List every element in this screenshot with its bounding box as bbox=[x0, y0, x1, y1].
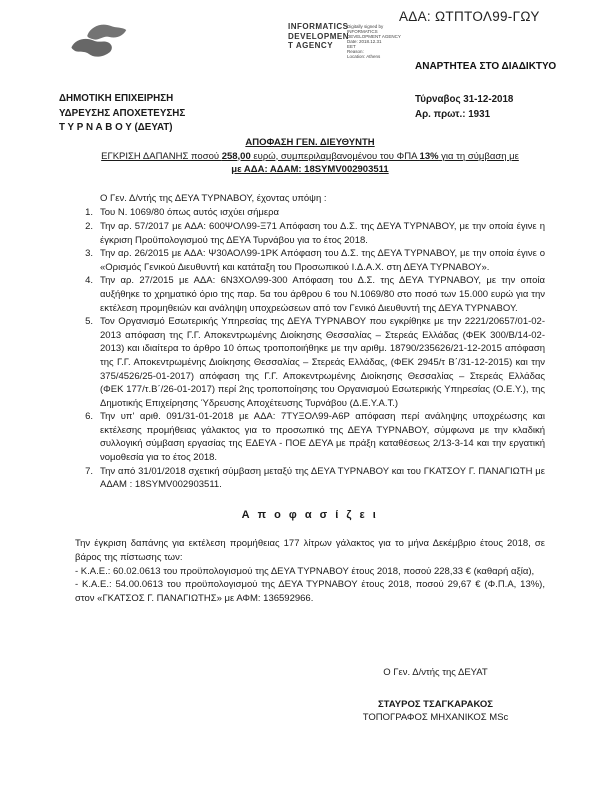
decision-budget-line: - Κ.Α.Ε.: 60.02.0613 του προϋπολογισμού της ΔΕΥΑ ΤΥΡΝΑΒΟΥ έτους 2018, ποσού 228,33 € (καθαρή αξία), bbox=[75, 565, 535, 577]
item-text: Την αρ. 57/2017 με ΑΔΑ: 600ΨΟΛ99-Ξ71 Απόφαση του Δ.Σ. της ΔΕΥΑ ΤΥΡΝΑΒΟΥ, με την οποία έγινε η έγκριση Προϋπολογισμού της ΔΕΥΑ Τυρνάβου για το έτος 2018. bbox=[100, 220, 545, 246]
item-number: 6. bbox=[85, 411, 93, 423]
stamp-line: Reason: bbox=[347, 49, 364, 54]
item-number: 2. bbox=[85, 220, 93, 232]
digital-signature-stamp bbox=[347, 24, 425, 59]
consideration-item bbox=[75, 274, 545, 315]
signatory-title: ΤΟΠΟΓΡΑΦΟΣ ΜΗΧΑΝΙΚΟΣ MSc bbox=[362, 712, 509, 723]
protocol-number: Αρ. πρωτ.: 1931 bbox=[415, 109, 491, 120]
signatory-name: ΣΤΑΥΡΟΣ ΤΣΑΓΚΑΡΑΚΟΣ bbox=[377, 699, 493, 710]
subtitle-text: ευρώ, συμπεριλαμβανομένου του ΦΠΑ bbox=[250, 150, 420, 162]
decision-heading: Α π ο φ α σ ί ζ ε ι bbox=[241, 508, 379, 521]
stamp-line: DEVELOPMENT AGENCY bbox=[347, 34, 401, 39]
consideration-item bbox=[75, 410, 545, 464]
subtitle-text: ΕΓΚΡΙΣΗ ΔΑΠΑΝΗΣ ποσού bbox=[101, 150, 222, 162]
agency-line: T AGENCY bbox=[288, 41, 334, 50]
item-text: Του Ν. 1069/80 όπως αυτός ισχύει σήμερα bbox=[100, 207, 280, 219]
place-date: Τύρναβος 31-12-2018 bbox=[415, 94, 514, 105]
publish-notice: ΑΝΑΡΤΗΤΕΑ ΣΤΟ ΔΙΑΔΙΚΤΥΟ bbox=[415, 61, 557, 72]
document-body bbox=[75, 136, 545, 605]
agency-line: DEVELOPMEN bbox=[288, 31, 350, 41]
stamp-line: Digitally signed by bbox=[347, 24, 384, 29]
vat-value: 13% bbox=[419, 150, 439, 162]
amount-value: 258,00 bbox=[221, 150, 251, 162]
consideration-item bbox=[75, 465, 545, 492]
consideration-item bbox=[75, 206, 545, 220]
item-text: Τον Οργανισμό Εσωτερικής Υπηρεσίας της ΔΕΥΑ ΤΥΡΝΑΒΟΥ που εγκρίθηκε με την 2221/20657/01-02-2013 απόφαση της Γ.Γ. Αποκεντρωμένης Διοίκησης Θεσσαλίας – Στερεάς Ελλάδας (ΦΕΚ 300/Β/14-02-2013) και ιδιαίτερα το άρθρο 10 όπως τροποποιήθηκε με την αριθμ. 18790/235626/21-12-2015 απόφαση της Γ.Γ. Αποκεντρωμένης Διοίκησης Θεσσαλίας – Στερεάς Ελλάδας, (ΦΕΚ 2945/τ Β΄/31-12-2015) και την 375/4526/25-01-2017) απόφαση της Γ.Γ. Αποκεντρωμένης Διοίκησης Θεσσαλίας – Στερεάς Ελλάδας (ΦΕΚ 177/τ.Β΄/26-01-2017) περί 2ης τροποποίησης του Οργανισμού Εσωτερικής Υπηρεσίας (Ο.Ε.Υ.), της Δημοτικής Επιχείρησης Ύδρευσης Αποχέτευσης Τυρνάβου (Δ.Ε.Υ.Α.Τ.) bbox=[100, 316, 545, 409]
stamp-line: INFORMATICS bbox=[347, 29, 378, 34]
item-text: Την αρ. 26/2015 με ΑΔΑ: Ψ30ΑΟΛ99-1ΡΚ Απόφαση του Δ.Σ. της ΔΕΥΑ ΤΥΡΝΑΒΟΥ, με την οποία έγινε ο «Ορισμός Γενικού Διευθυντή και κατάταξη του Προσωπικού Ι.Δ.Α.Χ. στη ΔΕΥΑ ΤΥΡΝΑΒΟΥ». bbox=[100, 248, 545, 273]
considerations-list bbox=[75, 206, 545, 491]
signature-block bbox=[318, 666, 553, 724]
consideration-item bbox=[75, 220, 545, 247]
organization-name bbox=[59, 92, 185, 136]
decision-intro: Την έγκριση δαπάνης για εκτέλεση προμήθειας 177 λίτρων γάλακτος για το μήνα Δεκέμβριο έτους 2018, σε βάρος της πίστωσης των: bbox=[75, 538, 545, 564]
decision-title-block bbox=[75, 136, 545, 177]
ada-code: ΑΔΑ: ΩΤΠΤΟΛ99-ΓΩΥ bbox=[399, 9, 540, 24]
agency-line: INFORMATICS bbox=[288, 22, 349, 31]
item-number: 4. bbox=[85, 275, 93, 287]
organization-line: ΔΗΜΟΤΙΚΗ ΕΠΙΧΕΙΡΗΣΗ bbox=[59, 93, 174, 104]
consideration-item bbox=[75, 315, 545, 410]
consideration-item bbox=[75, 247, 545, 274]
decision-text bbox=[75, 537, 545, 605]
decision-subtitle bbox=[75, 150, 545, 164]
informatics-agency-label bbox=[288, 22, 349, 51]
decision-reference: με ΑΔΑ: ΑΔΑΜ: 18SYMV002903511 bbox=[231, 164, 389, 176]
signatory-role: Ο Γεν. Δ/ντής της ΔΕΥΑΤ bbox=[383, 667, 488, 678]
item-number: 5. bbox=[85, 316, 93, 328]
item-text: Την υπ' αριθ. 091/31-01-2018 με ΑΔΑ: 7ΤΥΞΟΛ99-Α6Ρ απόφαση περί ανάληψης υποχρέωσης και εκτέλεσης προμήθειας γάλακτος για το προσωπικό της ΔΕΥΑ ΤΥΡΝΑΒΟΥ, σύμφωνα με την κλαδική συλλογική σύμβαση εργασίας της ΕΔΕΥΑ - ΠΟΕ ΔΕΥΑ με πράξη καταθέσεως 2/13-3-14 και την εργατική νομοθεσία για το έτος 2018. bbox=[100, 411, 545, 464]
deyat-logo-icon bbox=[70, 20, 128, 62]
decision-budget-line: - Κ.Α.Ε.: 54.00.0613 του προϋπολογισμού της ΔΕΥΑ ΤΥΡΝΑΒΟΥ έτους 2018, ποσού 29,67 € (Φ.Π.Α, 13%), στον «ΓΚΑΤΣΟΣ Γ. ΠΑΝΑΓΙΩΤΗΣ» με ΑΦΜ: 136592966. bbox=[75, 579, 545, 604]
item-number: 7. bbox=[85, 465, 93, 477]
stamp-line: EET bbox=[347, 44, 356, 49]
subtitle-text: για τη σύμβαση με bbox=[438, 150, 519, 162]
item-number: 3. bbox=[85, 248, 93, 260]
stamp-line: Date: 2018.12.31 bbox=[347, 39, 382, 44]
item-number: 1. bbox=[85, 207, 93, 219]
organization-line: ΥΔΡΕΥΣΗΣ ΑΠΟΧΕΤΕΥΣΗΣ bbox=[59, 107, 186, 119]
preamble: Ο Γεν. Δ/ντής της ΔΕΥΑ ΤΥΡΝΑΒΟΥ, έχοντας υπόψη : bbox=[100, 192, 327, 204]
item-text: Την αρ. 27/2015 με ΑΔΑ: 6Ν3ΧΟΛ99-300 Απόφαση του Δ.Σ. της ΔΕΥΑ ΤΥΡΝΑΒΟΥ, με την οποία αυξήθηκε το χρηματικό όριο της παρ. 5α του άρθρου 6 του Ν.1069/80 στο ποσό των 15.000 ευρώ για την εκτέλεση προμηθειών και ανάληψη υποχρεώσεων από τον Γενικό Διευθυντή της ΔΕΥΑ ΤΥΡΝΑΒΟΥ. bbox=[100, 275, 545, 314]
item-text: Την από 31/01/2018 σχετική σύμβαση μεταξύ της ΔΕΥΑ ΤΥΡΝΑΒΟΥ και του ΓΚΑΤΣΟΥ Γ. ΠΑΝΑΓΙΩΤΗ με ΑΔΑΜ : 18SYMV002903511. bbox=[100, 465, 545, 491]
decision-title: ΑΠΟΦΑΣΗ ΓΕΝ. ΔΙΕΥΘΥΝΤΗ bbox=[245, 137, 375, 148]
stamp-line: Location: Athens bbox=[347, 54, 381, 59]
organization-line: Τ Υ Ρ Ν Α Β Ο Υ (ΔΕΥΑΤ) bbox=[59, 122, 173, 133]
date-protocol-block bbox=[415, 92, 513, 122]
